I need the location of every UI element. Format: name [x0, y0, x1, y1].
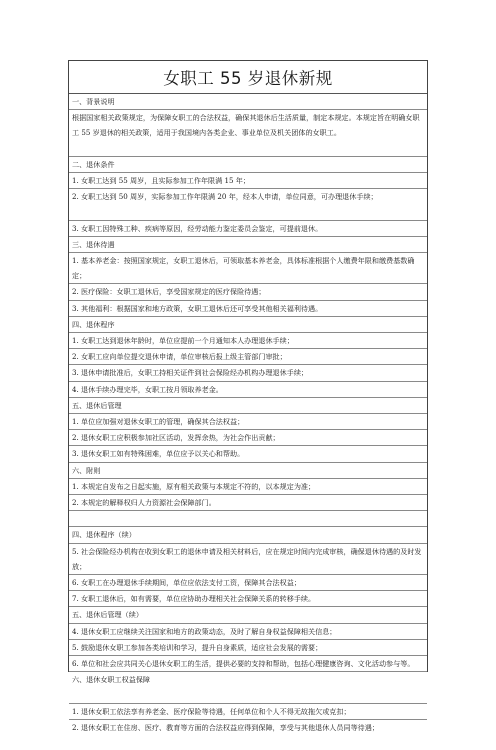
content-row: 四、退休程序（续） [69, 527, 427, 543]
content-row: 五、退休后管理（续） [69, 607, 427, 623]
content-row: 3. 女职工因特殊工种、疾病等原因，经劳动能力鉴定委员会鉴定，可提前退休。 [69, 221, 427, 237]
document-table [68, 60, 428, 732]
content-row: 4. 退休手续办理完毕，女职工按月领取养老金。 [69, 382, 427, 398]
content-row: 6. 女职工在办理退休手续期间，单位应依法支付工资，保障其合法权益； [69, 575, 427, 591]
content-row: 五、退休后管理 [69, 398, 427, 414]
content-rows [69, 94, 427, 750]
content-row: 1. 单位应加强对退休女职工的管理，确保其合法权益； [69, 414, 427, 430]
content-row: 二、退休条件 [69, 157, 427, 173]
content-row: 三、退休待遇 [69, 237, 427, 253]
content-row: 5. 社会保险经办机构在收到女职工的退休申请及相关材料后，应在规定时间内完成审核，确保退休待遇的及时发放； [69, 544, 427, 575]
title-row [69, 61, 427, 94]
document-title: 女职工 55 岁退休新规 [163, 69, 333, 88]
content-row: 2. 退休女职工应积极参加社区活动，发挥余热，为社会作出贡献； [69, 430, 427, 446]
content-row: 3. 其他福利：根据国家和地方政策，女职工退休后还可享受其他相关福利待遇。 [69, 301, 427, 317]
content-row: 1. 本规定自发布之日起实施，原有相关政策与本规定不符的，以本规定为准； [69, 479, 427, 495]
blank-row [69, 511, 427, 527]
content-row: 6. 单位和社会应共同关心退休女职工的生活，提供必要的支持和帮助，包括心理健康咨询、文化活动参与等。 [69, 656, 427, 672]
content-row: 1. 基本养老金：按照国家规定，女职工退休后，可领取基本养老金，具体标准根据个人缴费年限和缴费基数确定； [69, 253, 427, 284]
content-row: 3. 退休女职工如有特殊困难，单位应予以关心和帮助。 [69, 446, 427, 462]
content-row: 7. 女职工退休后，如有需要，单位应协助办理相关社会保障关系的转移手续。 [69, 591, 427, 607]
content-row: 2. 女职工应向单位提交退休申请，单位审核后报上级主管部门审批； [69, 349, 427, 365]
content-row: 1. 退休女职工依法享有养老金、医疗保险等待遇，任何单位和个人不得无故拖欠或克扣； [69, 704, 427, 720]
content-row: 1. 女职工达到 55 周岁，且实际参加工作年限满 15 年； [69, 173, 427, 189]
content-row: 5. 鼓励退休女职工参加各类培训和学习，提升自身素质，适应社会发展的需要； [69, 640, 427, 656]
content-row: 2. 女职工达到 50 周岁，实际参加工作年限满 20 年，经本人申请，单位同意，可办理退休手续； [69, 189, 427, 220]
content-row: 4. 退休女职工应继续关注国家和地方的政策动态，及时了解自身权益保障相关信息； [69, 624, 427, 640]
content-row: 2. 医疗保险：女职工退休后，享受国家规定的医疗保险待遇； [69, 284, 427, 300]
content-row: 一、背景说明 [69, 94, 427, 110]
content-row: 3. 退休申请批准后，女职工持相关证件到社会保险经办机构办理退休手续； [69, 365, 427, 381]
content-row: 六、退休女职工权益保障 [69, 672, 427, 703]
content-row: 2. 本规定的解释权归人力资源社会保障部门。 [69, 495, 427, 511]
content-row: 四、退休程序 [69, 317, 427, 333]
content-row: 根据国家相关政策规定，为保障女职工的合法权益，确保其退休后生活质量，制定本规定。本规定旨在明确女职工 55 岁退休的相关政策，适用于我国境内各类企业、事业单位及机关团体的女职工。 [69, 110, 427, 157]
content-row: 六、附则 [69, 463, 427, 479]
content-row: 1. 女职工达到退休年龄时，单位应提前一个月通知本人办理退休手续； [69, 333, 427, 349]
content-row: 2. 退休女职工在住房、医疗、教育等方面的合法权益应得到保障，享受与其他退休人员同等待遇； [72, 722, 379, 732]
